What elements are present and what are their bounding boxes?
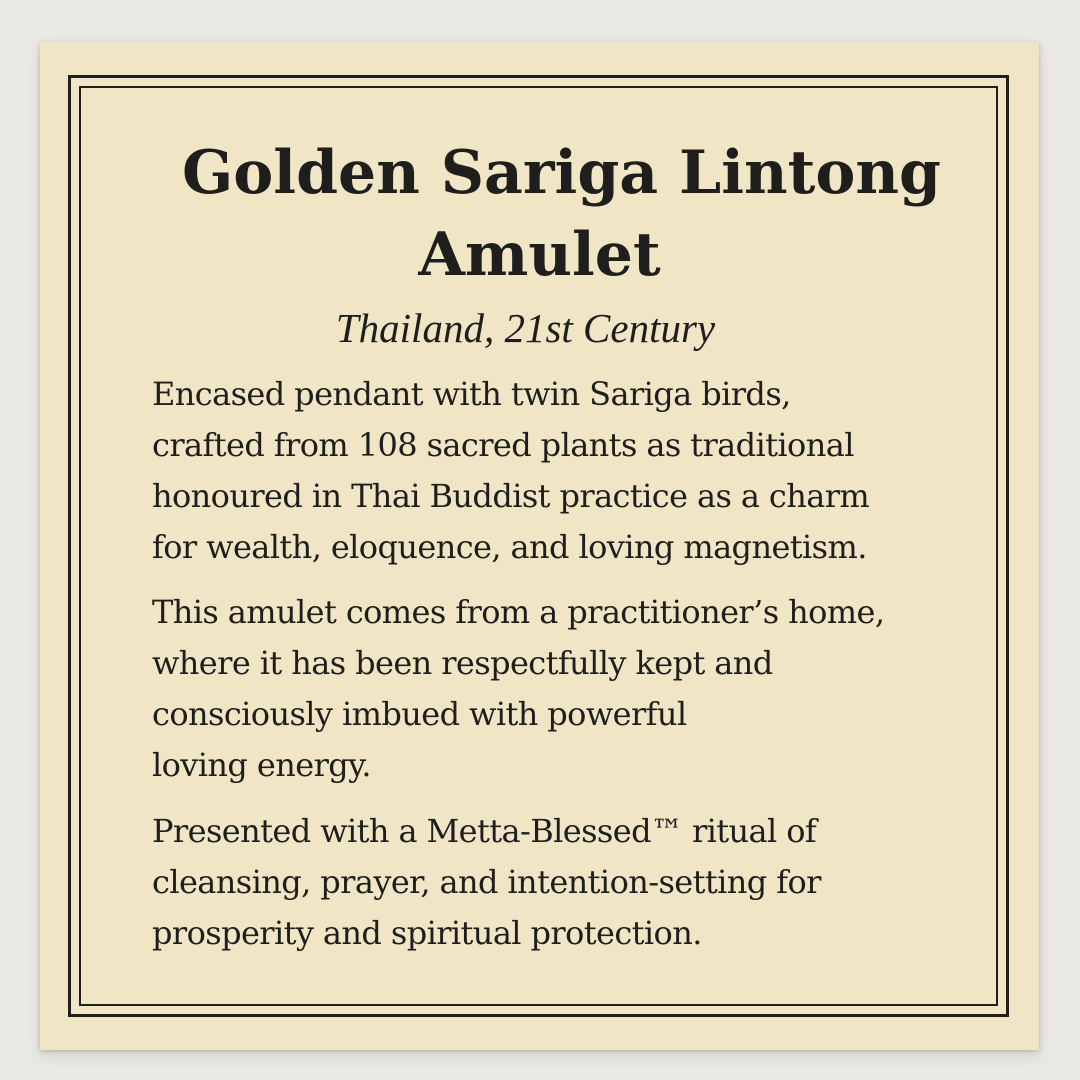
origin-subtitle: Thailand, 21st Century <box>335 305 716 351</box>
description-paragraph: Encased pendant with twin Sariga birds, crafted from 108 sacred plants as traditional honoured in Thai Buddist practice as a charm for wealth, eloquence, and loving magnetism. <box>152 375 870 566</box>
blessing-paragraph: Presented with a Metta-Blessed™ ritual of cleansing, prayer, and intention-setting for prosperity and spiritual protection. <box>152 812 821 952</box>
title-line-2: Amulet <box>418 220 661 290</box>
title-line-1: Golden Sariga Lintong <box>182 138 941 208</box>
provenance-paragraph: This amulet comes from a practitioner’s home, where it has been respectfully kept and consciously imbued with powerful loving energy. <box>152 593 885 784</box>
museum-label-card <box>40 42 1039 1050</box>
